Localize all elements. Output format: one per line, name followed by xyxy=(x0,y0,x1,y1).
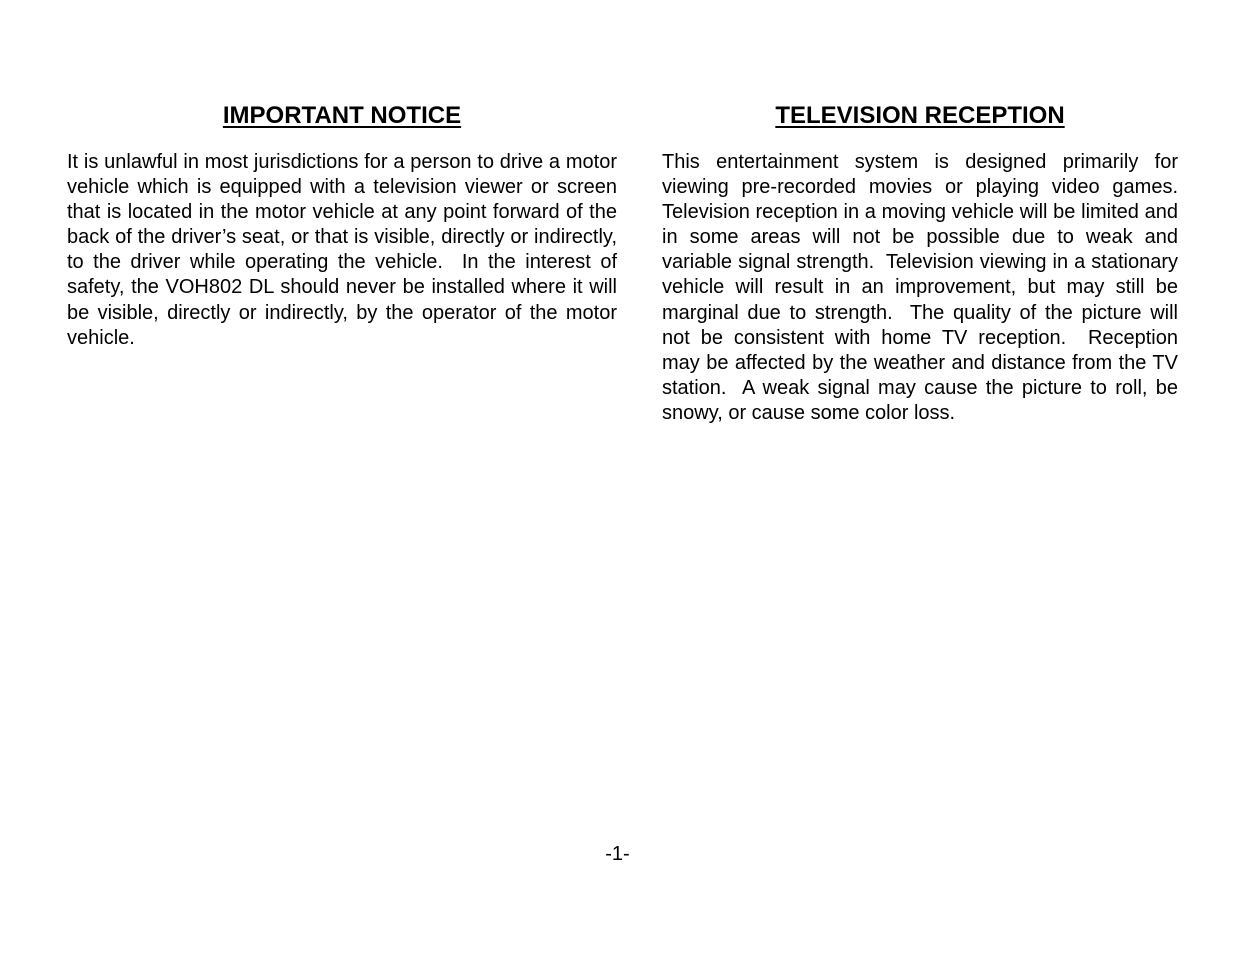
television-reception-section xyxy=(662,100,1190,426)
important-notice-text: It is unlawful in most jurisdictions for a person to drive a motor vehicle which is equipped with a television viewer or screen that is located in the motor vehicle at any point forward of the back of the driver’s seat, or that is visible, directly or indirectly, to the driver while operating the vehicle. In the interest of safety, the VOH802 DL should never be installed where it will be visible, directly or indirectly, by the operator of the motor vehicle. xyxy=(67,151,623,349)
page-number: -1- xyxy=(605,843,630,865)
important-notice-section xyxy=(67,100,623,351)
television-reception-text: This entertainment system is designed primarily for viewing pre-recorded movies or playing video games. Television reception in a moving vehicle will be limited and in some areas will not be possible due to weak and variable signal strength. Television viewing in a stationary vehicle will result in an improvement, but may still be marginal due to strength. The quality of the picture will not be consistent with home TV reception. Reception may be affected by the weather and distance from the TV station. A weak signal may cause the picture to roll, be snowy, or cause some color loss. xyxy=(662,151,1190,424)
television-reception-heading: TELEVISION RECEPTION xyxy=(775,102,1065,129)
important-notice-heading: IMPORTANT NOTICE xyxy=(222,102,462,129)
